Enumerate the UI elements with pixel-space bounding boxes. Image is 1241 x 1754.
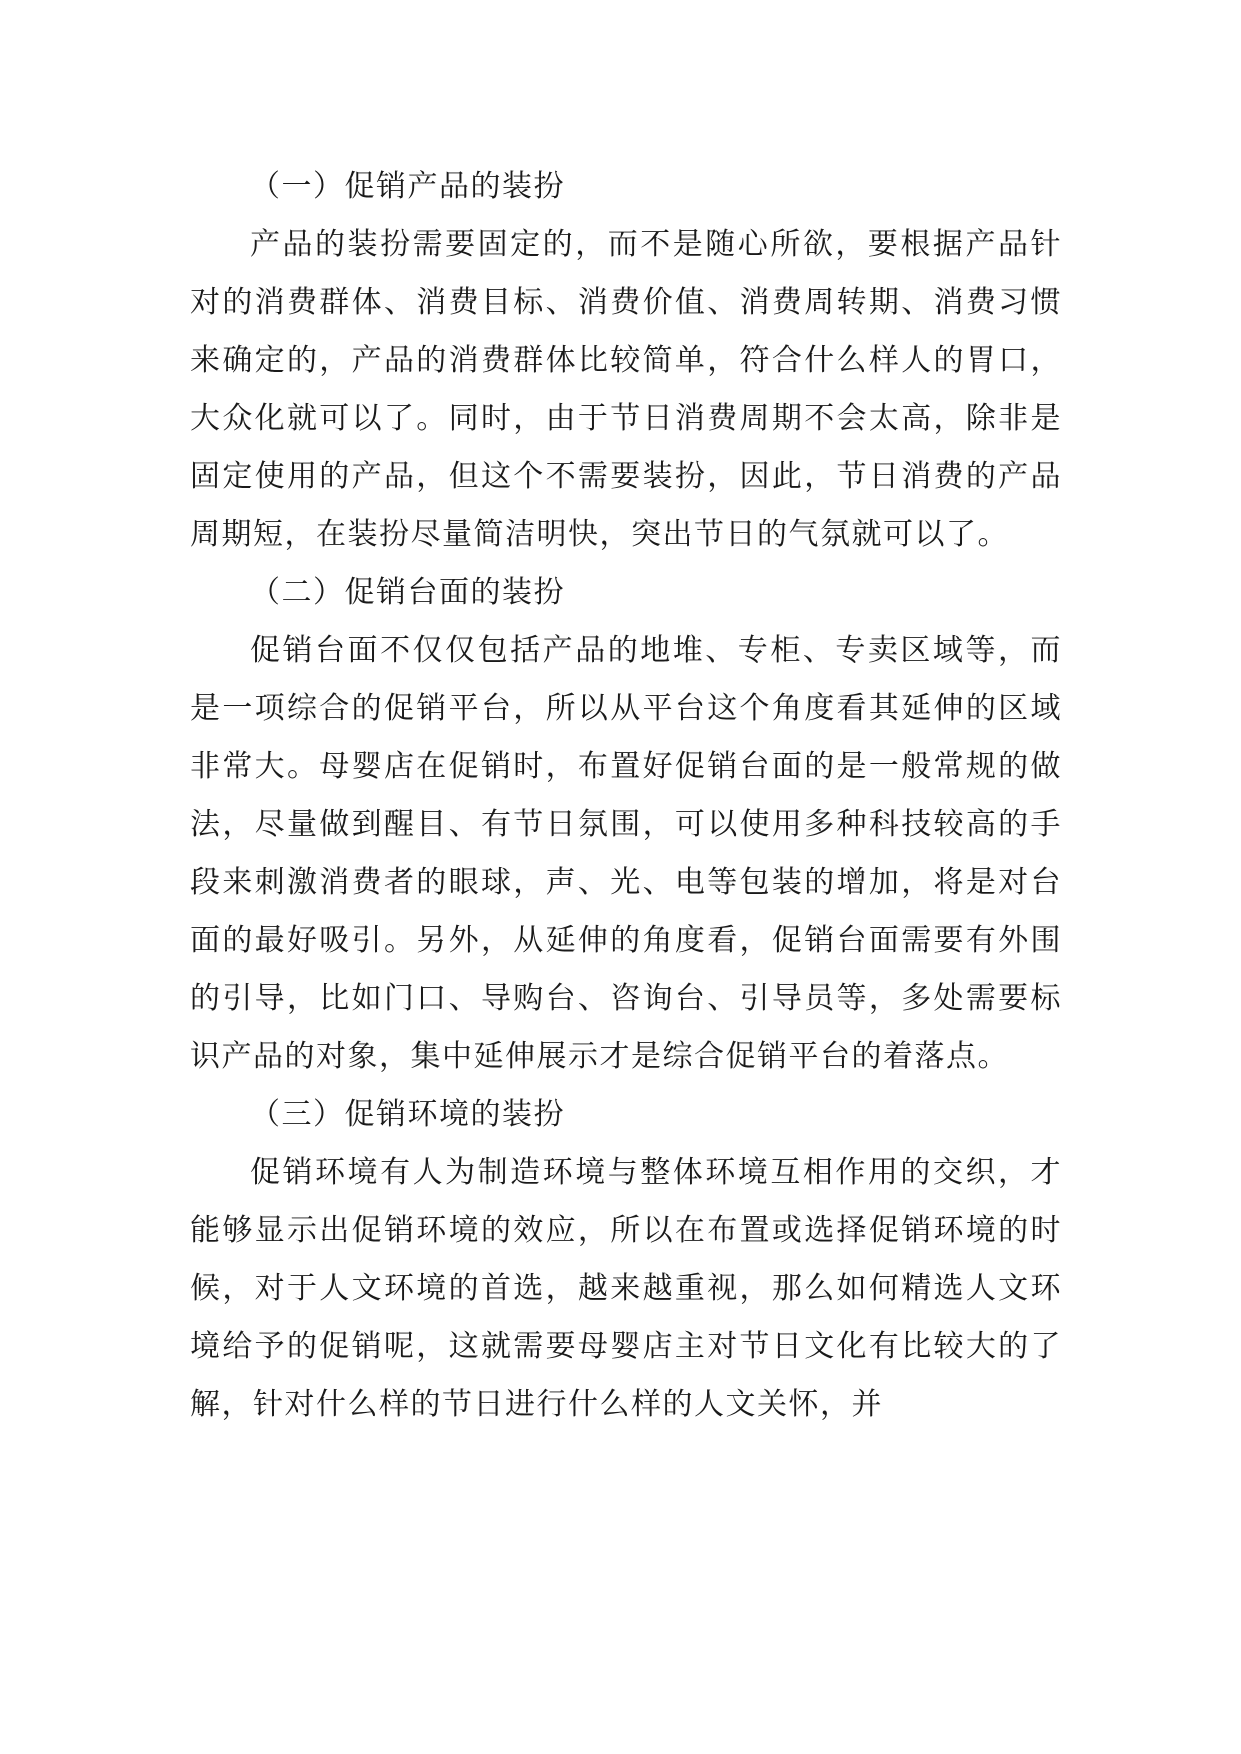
section-paragraph-3: 促销环境有人为制造环境与整体环境互相作用的交织，才能够显示出促销环境的效应，所以在布置或选择促销环境的时候，对于人文环境的首选，越来越重视，那么如何精选人文环境给予的促销呢，这就需要母婴店主对节日文化有比较大的了解，针对什么样的节日进行什么样的人文关怀，并 [190,1155,1062,1422]
section-paragraph-2: 促销台面不仅仅包括产品的地堆、专柜、专卖区域等，而是一项综合的促销平台，所以从平台这个角度看其延伸的区域非常大。母婴店在促销时，布置好促销台面的是一般常规的做法，尽量做到醒目、有节日氛围，可以使用多种科技较高的手段来刺激消费者的眼球，声、光、电等包装的增加，将是对台面的最好吸引。另外，从延伸的角度看，促销台面需要有外围的引导，比如门口、导购台、咨询台、引导员等，多处需要标识产品的对象，集中延伸展示才是综合促销平台的着落点。 [190,633,1062,1074]
section-heading-1: （一）促销产品的装扮 [250,169,565,204]
section-heading-3: （三）促销环境的装扮 [250,1097,565,1132]
section-heading-2: （二）促销台面的装扮 [250,575,565,610]
document-body [190,158,1062,1434]
section-paragraph-1: 产品的装扮需要固定的，而不是随心所欲，要根据产品针对的消费群体、消费目标、消费价值、消费周转期、消费习惯来确定的，产品的消费群体比较简单，符合什么样人的胃口，大众化就可以了。同时，由于节日消费周期不会太高，除非是固定使用的产品，但这个不需要装扮，因此，节日消费的产品周期短，在装扮尽量简洁明快，突出节日的气氛就可以了。 [190,227,1062,552]
